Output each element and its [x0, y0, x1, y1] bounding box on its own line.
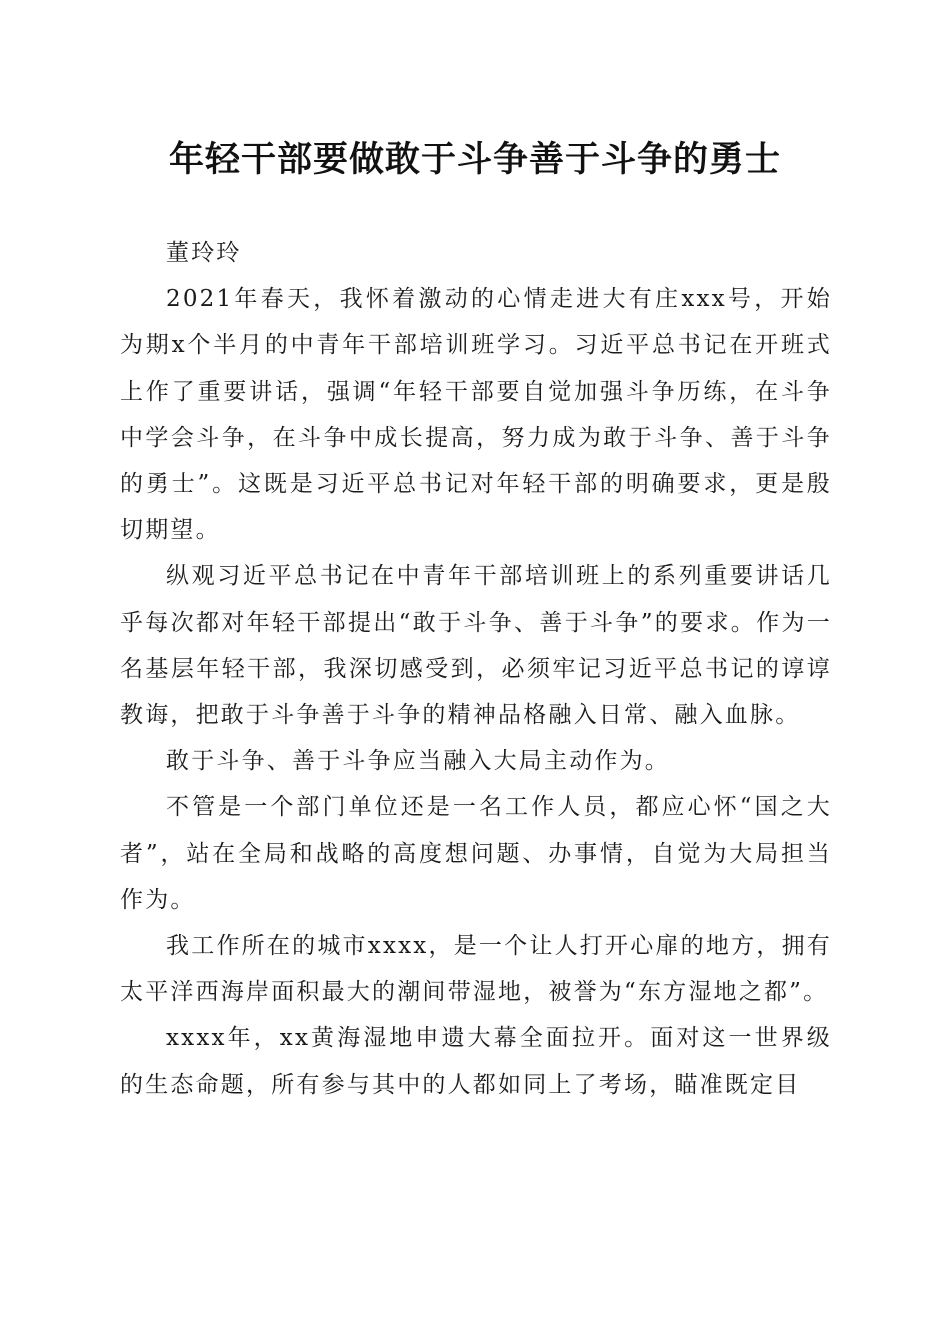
- paragraph-3: 敢于斗争、善于斗争应当融入大局主动作为。: [166, 748, 670, 775]
- paragraph-1: 2021年春天，我怀着激动的心情走进大有庄xxx号，开始为期x个半月的中青年干部培训班学习。习近平总书记在开班式上作了重要讲话，强调“年轻干部要自觉加强斗争历练，在斗争中学会斗争，在斗争中成长提高，努力成为敢于斗争、善于斗争的勇士”。这既是习近平总书记对年轻干部的明确要求，更是殷切期望。: [120, 286, 832, 544]
- document-title: 年轻干部要做敢于斗争善于斗争的勇士: [168, 139, 781, 180]
- paragraph-5: 我工作所在的城市xxxx，是一个让人打开心扉的地方，拥有太平洋西海岸面积最大的潮间带湿地，被誉为“东方湿地之都”。: [120, 933, 832, 1006]
- paragraph-4: 不管是一个部门单位还是一名工作人员，都应心怀“国之大者”，站在全局和战略的高度想问题、办事情，自觉为大局担当作为。: [120, 794, 832, 913]
- paragraph-2: 纵观习近平总书记在中青年干部培训班上的系列重要讲话几乎每次都对年轻干部提出“敢于斗争、善于斗争”的要求。作为一名基层年轻干部，我深切感受到，必须牢记习近平总书记的谆谆教诲，把敢于斗争善于斗争的精神品格融入日常、融入血脉。: [120, 563, 832, 729]
- document-body: [120, 230, 832, 1108]
- paragraph-6: xxxx年，xx黄海湿地申遗大幕全面拉开。面对这一世界级的生态命题，所有参与其中的人都如同上了考场，瞄准既定目: [120, 1025, 832, 1098]
- author-name: 董玲玲: [166, 240, 242, 266]
